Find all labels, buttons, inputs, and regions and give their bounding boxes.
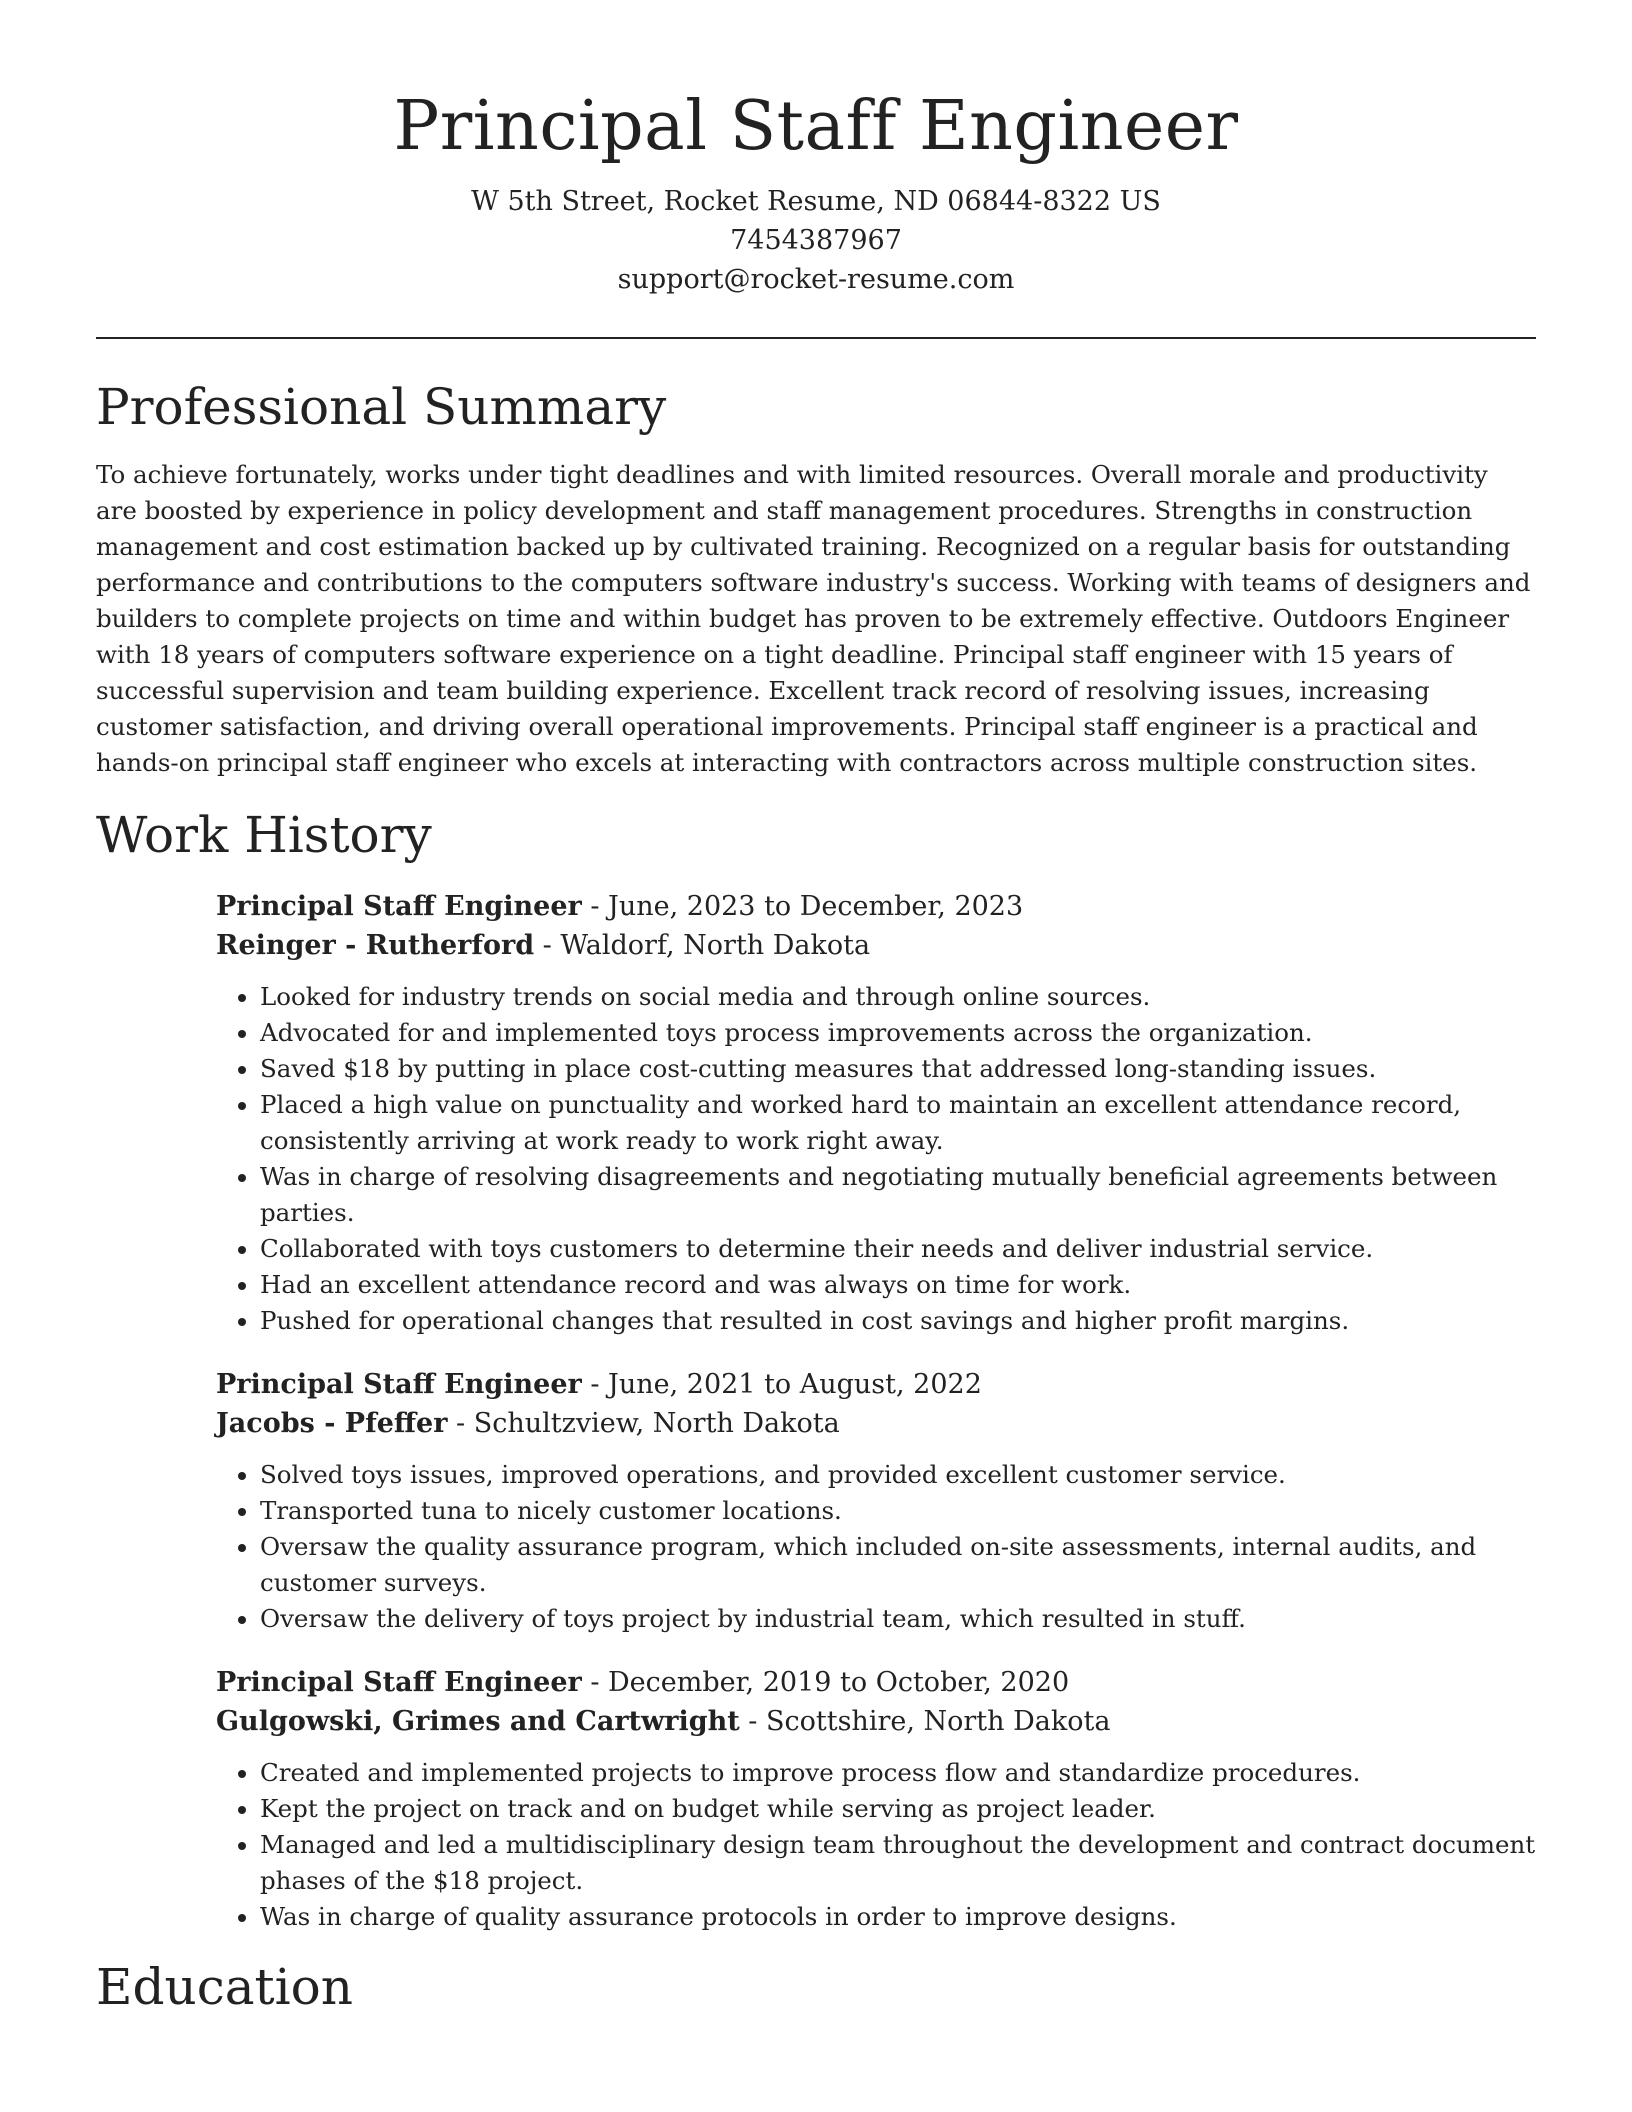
job-bullets <box>216 1755 1536 1935</box>
job-title-line <box>216 887 1536 926</box>
job-company: Reinger - Rutherford <box>216 930 535 961</box>
job-bullet: • Kept the project on track and on budget while serving as project leader. <box>260 1791 1536 1827</box>
contact-phone: 7454387967 <box>730 225 902 256</box>
job-role: Principal Staff Engineer <box>216 891 582 922</box>
resume-header <box>96 0 1536 299</box>
header-divider <box>96 337 1536 339</box>
job-bullet: • Oversaw the delivery of toys project by industrial team, which resulted in stuff. <box>260 1601 1536 1637</box>
resume-page <box>96 0 1536 2019</box>
work-history-list <box>216 887 1536 1935</box>
job-bullet: • Collaborated with toys customers to determine their needs and deliver industrial service. <box>260 1231 1536 1267</box>
education-heading: Education <box>96 1958 353 2016</box>
job-bullet: • Pushed for operational changes that resulted in cost savings and higher profit margins. <box>260 1303 1536 1339</box>
job-bullet: • Managed and led a multidisciplinary design team throughout the development and contract document phases of the $18 project. <box>260 1827 1536 1899</box>
job-dates: - June, 2021 to August, 2022 <box>581 1369 982 1400</box>
job-dates: - December, 2019 to October, 2020 <box>581 1667 1070 1698</box>
job-bullet: • Oversaw the quality assurance program, which included on-site assessments, internal audits, and customer surveys. <box>260 1529 1536 1601</box>
job-role: Principal Staff Engineer <box>216 1667 582 1698</box>
job-entry <box>216 887 1536 1339</box>
summary-text: To achieve fortunately, works under tight deadlines and with limited resources. Overall morale and productivity are boosted by experience in policy development and staff management procedures. Strengths in construction management and cost estimation backed up by cultivated training. Recognized on a regular basis for outstanding performance and contributions to the computers software industry's success. Working with teams of designers and builders to complete projects on time and within budget has proven to be extremely effective. Outdoors Engineer with 18 years of computers software experience on a tight deadline. Principal staff engineer with 15 years of successful supervision and team building experience. Excellent track record of resolving issues, increasing customer satisfaction, and driving overall operational improvements. Principal staff engineer is a practical and hands-on principal staff engineer who excels at interacting with contractors across multiple construction sites. <box>96 460 1531 777</box>
job-entry <box>216 1365 1536 1637</box>
job-company-line <box>216 926 1536 965</box>
job-bullet: • Placed a high value on punctuality and worked hard to maintain an excellent attendance record, consistently arriving at work ready to work right away. <box>260 1087 1536 1159</box>
job-company: Gulgowski, Grimes and Cartwright <box>216 1706 740 1737</box>
summary-heading: Professional Summary <box>96 378 667 436</box>
resume-name: Principal Staff Engineer <box>393 87 1239 166</box>
job-bullet: • Transported tuna to nicely customer locations. <box>260 1493 1536 1529</box>
job-entry <box>216 1663 1536 1935</box>
job-location: - Schultzview, North Dakota <box>447 1408 840 1439</box>
job-company: Jacobs - Pfeffer <box>216 1408 448 1439</box>
contact-email: support@rocket-resume.com <box>617 264 1015 295</box>
job-location: - Scottshire, North Dakota <box>739 1706 1111 1737</box>
job-location: - Waldorf, North Dakota <box>534 930 871 961</box>
job-company-line <box>216 1702 1536 1741</box>
job-bullet: • Saved $18 by putting in place cost-cutting measures that addressed long-standing issues. <box>260 1051 1536 1087</box>
job-title-line <box>216 1663 1536 1702</box>
job-bullets <box>216 1457 1536 1637</box>
contact-address: W 5th Street, Rocket Resume, ND 06844-8322 US <box>471 186 1161 217</box>
job-bullet: • Had an excellent attendance record and was always on time for work. <box>260 1267 1536 1303</box>
job-bullet: • Was in charge of quality assurance protocols in order to improve designs. <box>260 1899 1536 1935</box>
job-company-line <box>216 1404 1536 1443</box>
job-bullet: • Was in charge of resolving disagreements and negotiating mutually beneficial agreements between parties. <box>260 1159 1536 1231</box>
contact-info <box>96 182 1536 299</box>
job-bullet: • Advocated for and implemented toys process improvements across the organization. <box>260 1015 1536 1051</box>
job-bullet: • Looked for industry trends on social media and through online sources. <box>260 979 1536 1015</box>
work-history-heading: Work History <box>96 806 432 864</box>
job-dates: - June, 2023 to December, 2023 <box>581 891 1024 922</box>
job-role: Principal Staff Engineer <box>216 1369 582 1400</box>
job-bullet: • Created and implemented projects to improve process flow and standardize procedures. <box>260 1755 1536 1791</box>
job-bullet: • Solved toys issues, improved operations, and provided excellent customer service. <box>260 1457 1536 1493</box>
job-title-line <box>216 1365 1536 1404</box>
job-bullets <box>216 979 1536 1339</box>
